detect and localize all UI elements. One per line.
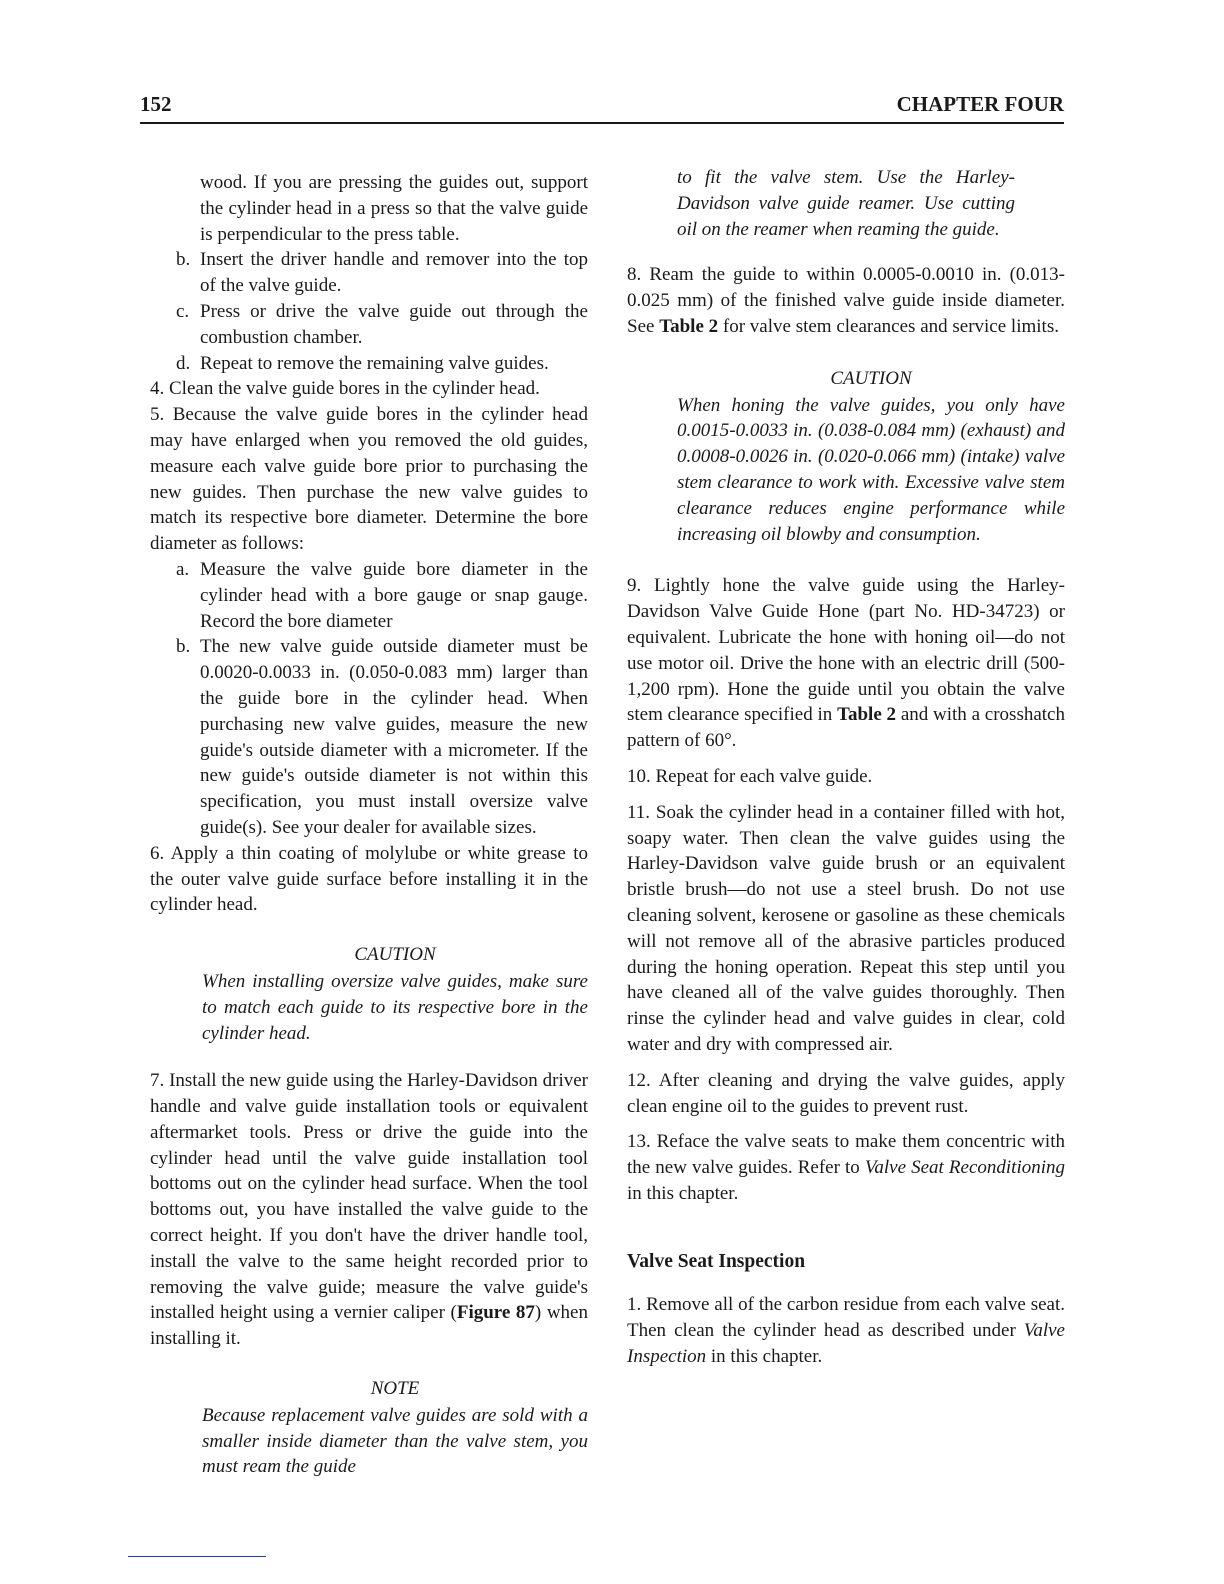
step7 bbox=[150, 1068, 588, 1352]
chapter-title: CHAPTER FOUR bbox=[896, 92, 1064, 116]
step8 bbox=[627, 262, 1065, 339]
step5b-text: The new valve guide outside diameter must be 0.0020-0.0033 in. (0.050-0.083 mm) larger than the guide bore in the cylinder head. When purchasing new valve guides, measure the new guide's outside diameter with a micrometer. If the new guide's outside diameter is not within this specification, you must install oversize valve guide(s). See your dealer for available sizes. bbox=[200, 636, 588, 838]
step7-text-a: 7. Install the new guide using the Harley-Davidson driver handle and valve guide installation tools or equivalent aftermarket tools. Press or drive the guide into the cylinder head until the valve guide installation tool bottoms out on the cylinder head surface. When the tool bottoms out, you have installed the valve guide to the correct height. If you don't have the driver handle tool, install the valve to the same height recorded prior to removing the valve guide; measure the valve guide's installed height using a vernier caliper ( bbox=[150, 1070, 588, 1324]
step3c-label: c. bbox=[176, 300, 190, 322]
step3c bbox=[150, 299, 588, 351]
step3c-text: Press or drive the valve guide out through the combustion chamber. bbox=[200, 300, 588, 348]
step9-text-a: 9. Lightly hone the valve guide using the Harley-Davidson Valve Guide Hone (part No. HD-34723) or equivalent. Lubricate the hone with honing oil—do not use motor oil. Drive the hone with an electric drill (500-1,200 rpm). Hone the guide until you obtain the valve stem clearance specified in bbox=[627, 575, 1065, 726]
step5: 5. Because the valve guide bores in the cylinder head may have enlarged when you removed the old guides, measure each valve guide bore prior to purchasing the new guides. Then purchase the new valve guides to match its respective bore diameter. Determine the bore diameter as follows: bbox=[150, 404, 588, 555]
step3b-label: b. bbox=[176, 249, 191, 271]
step5a-text: Measure the valve guide bore diameter in the cylinder head with a bore gauge or snap gauge. Record the bore diameter bbox=[200, 558, 588, 632]
caution-title-1: CAUTION bbox=[354, 944, 436, 966]
step11: 11. Soak the cylinder head in a container filled with hot, soapy water. Then clean the valve guides using the Harley-Davidson valve guide brush or an equivalent bristle brush—do not use a steel brush. Do not use cleaning solvent, kerosene or gasoline as these chemicals will not remove all of the abrasive particles produced during the honing operation. Repeat this step until you have cleaned all of the valve guides thoroughly. Then rinse the cylinder head and valve guides in clear, cold water and dry with compressed air. bbox=[627, 801, 1065, 1055]
step8-text-b: for valve stem clearances and service limits. bbox=[718, 315, 1059, 337]
step3d-label: d. bbox=[176, 352, 191, 374]
left-column bbox=[150, 170, 588, 1502]
step5a bbox=[150, 557, 588, 634]
section-heading: Valve Seat Inspection bbox=[627, 1250, 806, 1272]
step3d bbox=[150, 351, 588, 377]
step5b bbox=[150, 634, 588, 840]
step8-text-a: 8. Ream the guide to within 0.0005-0.0010 in. (0.013-0.025 mm) of the finished valve guide inside diameter. See bbox=[627, 264, 1065, 337]
table-2-reference-2: Table 2 bbox=[837, 704, 897, 726]
note-box bbox=[202, 1376, 588, 1480]
step6: 6. Apply a thin coating of molylube or white grease to the outer valve guide surface before installing it in the cylinder head. bbox=[150, 842, 588, 916]
step3b-text: Insert the driver handle and remover into the top of the valve guide. bbox=[200, 249, 588, 297]
table-2-reference: Table 2 bbox=[659, 315, 719, 337]
valve-seat-reconditioning-reference: Valve Seat Reconditioning bbox=[864, 1157, 1065, 1179]
step3a-continuation: wood. If you are pressing the guides out, support the cylinder head in a press so that the valve guide is perpendicular to the press table. bbox=[200, 172, 588, 245]
step9-text-b: and with a crosshatch pattern of 60°. bbox=[627, 704, 1065, 752]
step12: 12. After cleaning and drying the valve guides, apply clean engine oil to the guides to prevent rust. bbox=[627, 1069, 1065, 1117]
valve-seat-step1 bbox=[627, 1292, 1065, 1369]
right-column bbox=[627, 165, 1065, 1370]
page-header bbox=[140, 92, 1064, 124]
step4: 4. Clean the valve guide bores in the cylinder head. bbox=[150, 378, 540, 400]
caution-box-1 bbox=[202, 942, 588, 1046]
step10: 10. Repeat for each valve guide. bbox=[627, 765, 873, 787]
step13-text-a: 13. Reface the valve seats to make them concentric with the new valve guides. Refer to bbox=[627, 1131, 1065, 1179]
step9 bbox=[627, 573, 1065, 754]
caution-text-1: When installing oversize valve guides, make sure to match each guide to its respective bore in the cylinder head. bbox=[202, 970, 588, 1044]
note-continuation: to fit the valve stem. Use the Harley-Davidson valve guide reamer. Use cutting oil on the reamer when reaming the guide. bbox=[677, 167, 1015, 240]
step13-text-b: in this chapter. bbox=[627, 1182, 739, 1204]
caution-box-2 bbox=[677, 366, 1065, 548]
valve-inspection-reference: Valve Inspection bbox=[627, 1320, 1065, 1368]
step3b bbox=[150, 247, 588, 299]
step5b-label: b. bbox=[176, 636, 191, 658]
vs-step1-text-b: in this chapter. bbox=[706, 1346, 823, 1368]
footnote-rule bbox=[128, 1556, 266, 1557]
note-text: Because replacement valve guides are sold with a smaller inside diameter than the valve stem, you must ream the guide bbox=[202, 1404, 588, 1478]
caution-text-2: When honing the valve guides, you only have 0.0015-0.0033 in. (0.038-0.084 mm) (exhaust) and 0.0008-0.0026 in. (0.020-0.066 mm) (intake) valve stem clearance to work with. Excessive valve stem clearance reduces engine performance while increasing oil blowby and consumption. bbox=[677, 394, 1065, 545]
figure-87-reference: Figure 87 bbox=[456, 1302, 535, 1324]
step7-text-b: ) when installing it. bbox=[150, 1302, 588, 1350]
step5a-label: a. bbox=[176, 558, 190, 580]
page-number: 152 bbox=[140, 92, 172, 116]
step3d-text: Repeat to remove the remaining valve guides. bbox=[200, 352, 549, 374]
step13 bbox=[627, 1129, 1065, 1206]
vs-step1-text-a: 1. Remove all of the carbon residue from each valve seat. Then clean the cylinder head as described under bbox=[627, 1294, 1065, 1342]
note-title: NOTE bbox=[370, 1378, 420, 1400]
caution-title-2: CAUTION bbox=[830, 367, 912, 389]
